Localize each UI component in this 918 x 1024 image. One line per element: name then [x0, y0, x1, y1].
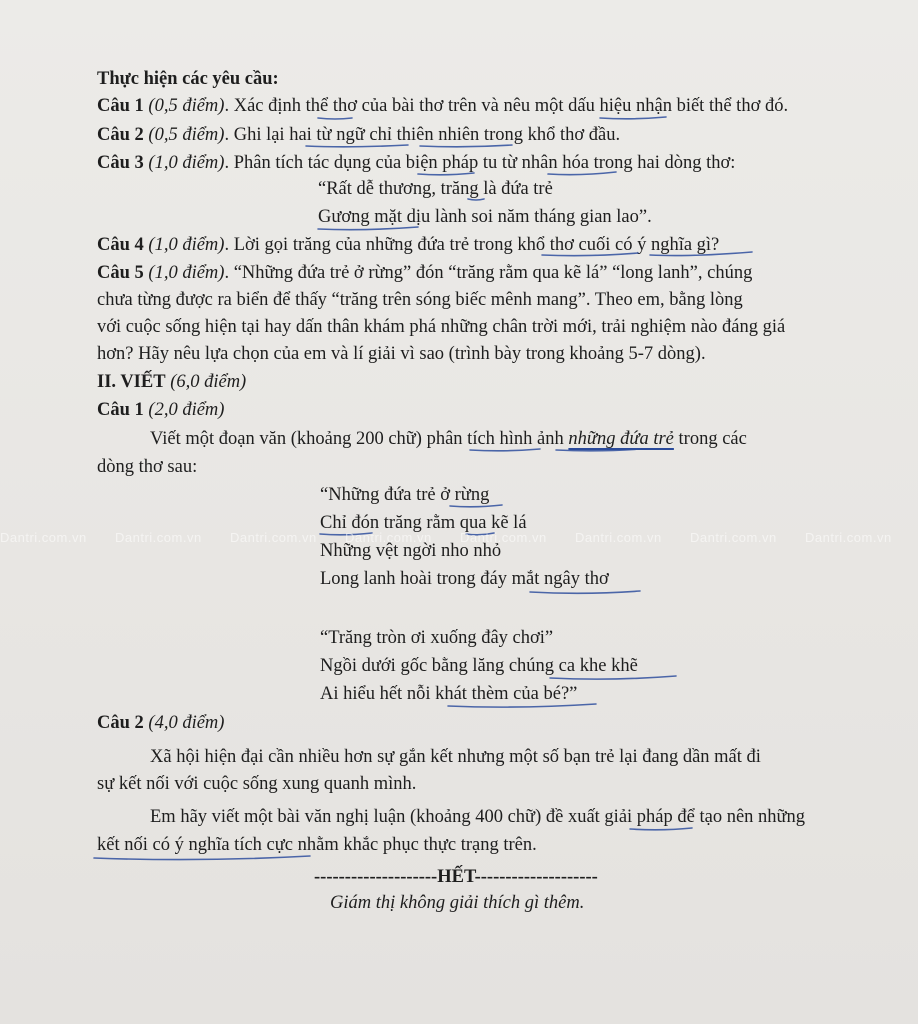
watermark-text: Dantri.com.vn [345, 530, 432, 545]
question-2-points: (0,5 điểm) [148, 125, 225, 145]
writing-question-2 [97, 712, 224, 734]
writing-question-1-prompt-end: trong các [678, 429, 747, 449]
annotation-underline [530, 591, 640, 593]
watermark-text: Dantri.com.vn [115, 530, 202, 545]
question-3-quote-line-2: Gương mặt dịu lành soi năm tháng gian lao”. [318, 207, 652, 227]
question-1-text: . Xác định thể thơ của bài thơ trên và nêu một dấu hiệu nhận biết thể thơ đó. [224, 96, 789, 116]
watermark-text: Dantri.com.vn [460, 530, 547, 545]
watermark-text: Dantri.com.vn [230, 530, 317, 545]
poem-stanza-2-line-1: “Trăng tròn ơi xuống đây chơi” [320, 628, 554, 648]
question-5-line-3: với cuộc sống hiện tại hay dấn thân khám phá những chân trời mới, trải nghiệm nào đáng giá [97, 317, 786, 337]
question-3-points: (1,0 điểm) [148, 153, 225, 173]
poem-stanza-1-line-1: “Những đứa trẻ ở rừng [320, 485, 490, 505]
question-3-quote-line-1: “Rất dễ thương, trăng là đứa trẻ [318, 179, 553, 199]
writing-question-1-prompt-line-2: dòng thơ sau: [97, 457, 198, 477]
question-2-label: Câu 2 [97, 125, 144, 145]
question-4 [97, 234, 719, 256]
poem-stanza-2-line-2: Ngồi dưới gốc bằng lăng chúng ca khe khẽ [320, 656, 638, 676]
poem-stanza-1-line-3: Những vệt ngời nho nhỏ [320, 541, 502, 561]
writing-section-heading [97, 371, 246, 393]
writing-question-1-prompt-text: Viết một đoạn văn (khoảng 200 chữ) phân tích hình ảnh [150, 429, 564, 449]
question-4-label: Câu 4 [97, 235, 144, 255]
annotation-underline [318, 118, 352, 119]
watermark-text: Dantri.com.vn [0, 530, 87, 545]
writing-question-2-paragraph-2-line-2: kết nối có ý nghĩa tích cực nhằm khắc phục thực trạng trên. [97, 835, 537, 855]
question-3-label: Câu 3 [97, 153, 144, 173]
question-5-line-4: hơn? Hãy nêu lựa chọn của em và lí giải vì sao (trình bày trong khoảng 5-7 dòng). [97, 344, 706, 364]
watermark-strip [0, 530, 918, 545]
writing-question-2-paragraph-1-line-1: Xã hội hiện đại cần nhiều hơn sự gắn kết nhưng một số bạn trẻ lại đang dần mất đi [150, 747, 761, 767]
writing-question-1-points: (2,0 điểm) [148, 400, 225, 420]
writing-question-2-label: Câu 2 [97, 713, 144, 733]
question-2-text: . Ghi lại hai từ ngữ chỉ thiên nhiên trong khổ thơ đầu. [224, 125, 621, 145]
watermark-text: Dantri.com.vn [690, 530, 777, 545]
question-3-text: . Phân tích tác dụng của biện pháp tu từ nhân hóa trong hai dòng thơ: [224, 153, 736, 173]
poem-stanza-1-line-2: Chỉ đón trăng rằm qua kẽ lá [320, 513, 527, 533]
poem-stanza-1-line-4: Long lanh hoài trong đáy mắt ngây thơ [320, 569, 609, 589]
question-3 [97, 152, 735, 174]
writing-question-1-label: Câu 1 [97, 400, 144, 420]
question-1-label: Câu 1 [97, 96, 144, 116]
writing-question-2-points: (4,0 điểm) [148, 713, 225, 733]
requirements-heading: Thực hiện các yêu cầu: [97, 69, 279, 89]
watermark-text: Dantri.com.vn [805, 530, 892, 545]
annotation-underline [630, 828, 692, 830]
annotation-underline [94, 856, 310, 860]
proctor-note: Giám thị không giải thích gì thêm. [330, 893, 585, 913]
question-5 [97, 262, 752, 284]
question-5-label: Câu 5 [97, 263, 144, 283]
writing-question-1-prompt-italic: những đứa trẻ [568, 429, 674, 449]
writing-question-1 [97, 399, 224, 421]
writing-question-2-paragraph-2-line-1: Em hãy viết một bài văn nghị luận (khoảng 400 chữ) đề xuất giải pháp để tạo nên những [150, 807, 806, 827]
question-5-line-2: chưa từng được ra biển để thấy “trăng trên sóng biếc mênh mang”. Theo em, bằng lòng [97, 290, 743, 310]
question-5-text: . “Những đứa trẻ ở rừng” đón “trăng rằm qua kẽ lá” “long lanh”, chúng [224, 263, 753, 283]
writing-points: (6,0 điểm) [170, 372, 247, 392]
question-5-points: (1,0 điểm) [148, 263, 225, 283]
end-marker: --------------------HẾT-------------------- [314, 867, 598, 887]
watermark-text: Dantri.com.vn [575, 530, 662, 545]
writing-question-2-paragraph-1-line-2: sự kết nối với cuộc sống xung quanh mình. [97, 774, 417, 794]
question-4-text: . Lời gọi trăng của những đứa trẻ trong khổ thơ cuối có ý nghĩa gì? [224, 235, 720, 255]
poem-stanza-2-line-3: Ai hiểu hết nỗi khát thèm của bé?” [320, 684, 578, 704]
question-2 [97, 124, 620, 146]
writing-heading: II. VIẾT [97, 372, 166, 392]
writing-question-1-prompt [150, 428, 747, 450]
question-1-points: (0,5 điểm) [148, 96, 225, 116]
annotation-underline [600, 117, 666, 119]
question-1 [97, 95, 788, 117]
question-4-points: (1,0 điểm) [148, 235, 225, 255]
